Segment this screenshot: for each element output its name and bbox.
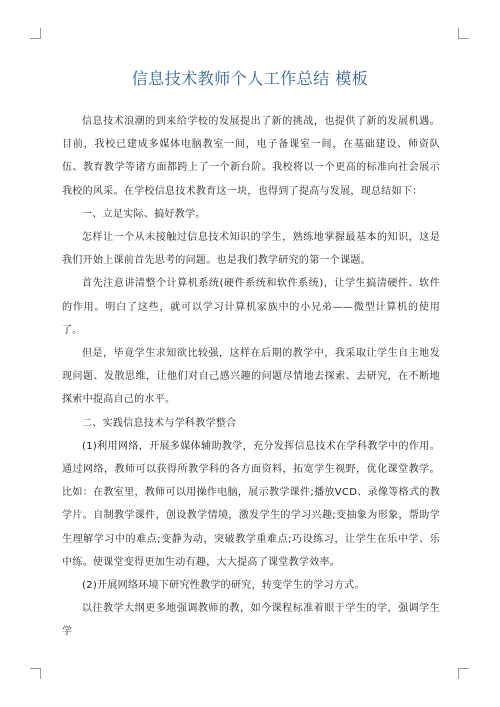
crop-mark-bottom-right [458, 668, 469, 679]
crop-mark-bottom-left [30, 668, 41, 679]
paragraph: (1)利用网络，开展多媒体辅助教学，充分发挥信息技术在学科教学中的作用。通过网络，教师可以获得所教学科的各方面资料，拓宽学生视野，优化课堂教学。比如：在教室里，教师可以用操作电脑，展示教学课件;播放VCD、录像等格式的教学片。自制教学课件，创设教学情境，激发学生的学习兴趣;变抽象为形象，帮助学生理解学习中的难点;变静为动，突破教学重难点;巧设练习，让学生在乐中学、乐中练。使课堂变得更加生动有趣，大大提高了课堂教学效率。 [62, 440, 440, 568]
section-heading-2: 二、实践信息技术与学科教学整合 [82, 417, 237, 429]
document-body [62, 110, 440, 644]
document-title: 信息技术教师个人工作总结 模板 [131, 69, 369, 88]
paragraph: 怎样让一个从未接触过信息技术知识的学生，熟练地掌握最基本的知识，这是我们开始上课前首先思考的问题。也是我们教学研究的第一个课题。 [62, 232, 440, 267]
paragraph: 以往教学大纲更多地强调教师的教，如今课程标准着眼于学生的学，强调学生学 [62, 603, 440, 638]
section-heading-1: 一、立足实际、搞好教学。 [82, 208, 206, 220]
paragraph-intro: 信息技术浪潮的到来给学校的发展提出了新的挑战，也提供了新的发展机遇。目前，我校已建成多媒体电脑教室一间，电子备课室一间，在基础建设、师资队伍、教育教学等诸方面都跨上了一个新台阶。我校将以一个更高的标准向社会展示我校的风采。在学校信息技术教育这一块，也得到了提高与发展，现总结如下： [62, 116, 440, 197]
paragraph: 首先注意讲清整个计算机系统(硬件系统和软件系统)，让学生搞清硬件、软件的作用。明白了这些，就可以学习计算机家族中的小兄弟——微型计算机的使用了。 [62, 278, 440, 336]
crop-mark-top-left [30, 28, 41, 39]
paragraph: 但是，毕竟学生求知欲比较强，这样在后期的教学中，我采取让学生自主地发现问题、发散思维，让他们对自己感兴趣的问题尽情地去探索、去研究，在不断地探索中提高自己的水平。 [62, 348, 440, 406]
paragraph: (2)开展网络环境下研究性教学的研究，转变学生的学习方式。 [82, 580, 365, 592]
crop-mark-top-right [458, 28, 469, 39]
